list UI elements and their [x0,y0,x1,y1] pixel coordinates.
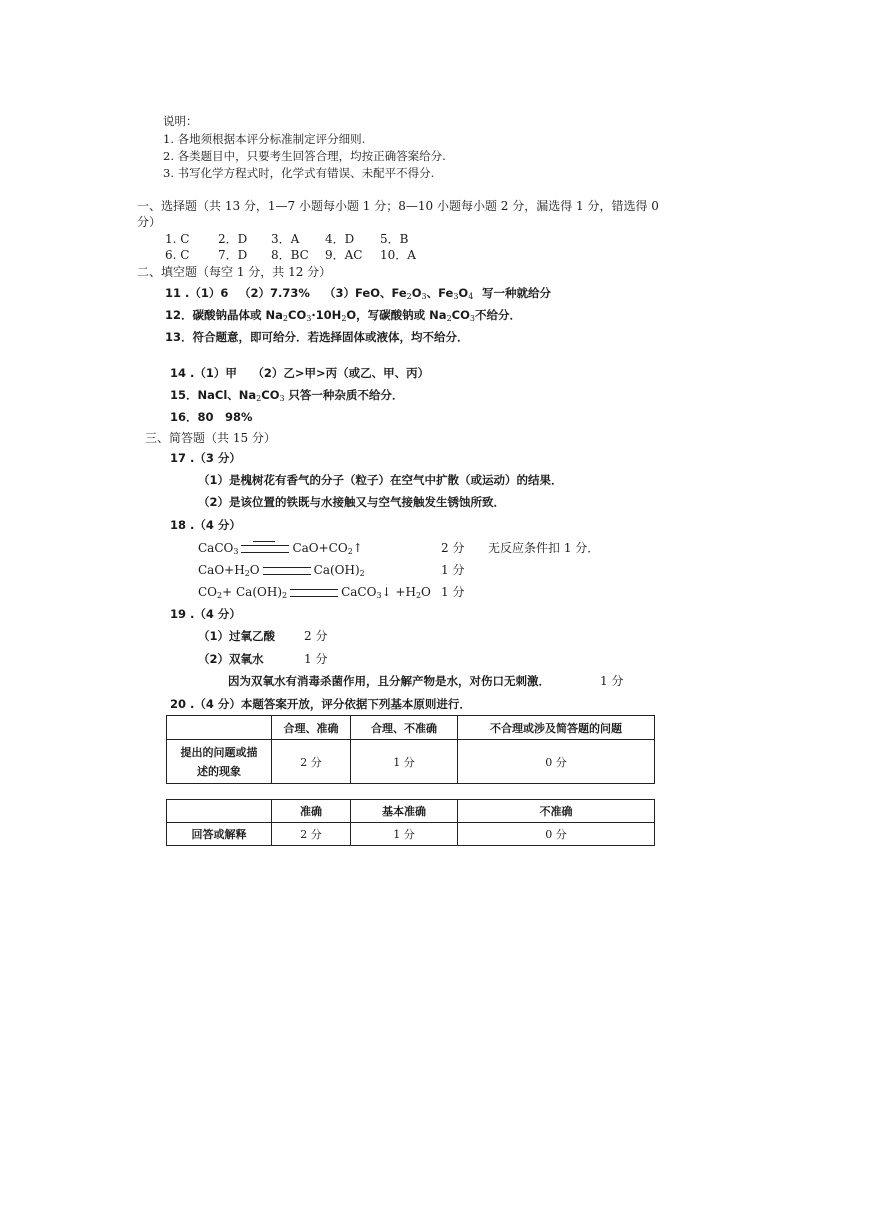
q18-eq2-score: 1 分 [441,563,465,577]
reaction-equal-sign-icon [263,567,311,575]
q13-answer: 13．符合题意，即可给分．若选择固体或液体，均不给分． [165,330,469,344]
mcq-answer: 7．D [218,248,248,262]
reaction-equal-sign-icon [290,589,338,597]
q18-eq3-score: 1 分 [441,585,465,599]
mcq-answer: 5．B [380,232,409,246]
mcq-answer: 1. C [165,232,190,246]
q20-heading: 20 .（4 分）本题答案开放，评分依据下列基本原则进行． [170,697,471,711]
q18-equation-3: $CO_2+ Ca(OH)_2$ CaCO$_3$↓ $+H_2O$ [198,585,431,600]
mcq-answer: 3．A [271,232,300,246]
q18-eq1-remark: 无反应条件扣 1 分． [488,541,600,555]
table-header-cell [167,800,272,823]
mcq-answer: 9．AC [325,248,363,262]
table-row-label: 提出的问题或描 述的现象 [167,740,272,784]
section2-title: 二、填空题（每空 1 分，共 12 分） [137,265,332,279]
q18-heading: 18 .（4 分） [170,518,241,532]
q19-heading: 19 .（4 分） [170,607,241,621]
q11-part2: （2）7.73% [239,286,310,300]
table-header-cell: 合理、准确 [272,716,351,740]
q17-sub1: （1）是槐树花有香气的分子（粒子）在空气中扩散（或运动）的结果． [198,473,563,487]
note-item-2: 2. 各类题目中，只要考生回答合理，均按正确答案给分. [163,149,446,163]
q12-answer: 12．碳酸钠晶体或 $Na_2CO_3\cdot 10H_2O$，写碳酸钠或 $Na_2CO_3$不给分． [165,308,521,323]
table-cell: 2 分 [272,823,351,846]
q14-answer: 14 .（1）甲 （2）乙>甲>丙（或乙、甲、丙） [170,366,430,380]
scoring-table-question [166,715,655,784]
q19-sub2-score: 1 分 [304,652,328,666]
q16-answer: 16．80 98% [170,410,253,424]
table-header-cell: 基本准确 [351,800,458,823]
table-header-cell [167,716,272,740]
q19-explanation-score: 1 分 [600,674,624,688]
table-cell: 1 分 [351,823,458,846]
q19-explanation: 因为双氧水有消毒杀菌作用，且分解产物是水，对伤口无刺激． [228,674,550,688]
scoring-table-answer [166,799,655,846]
note-item-3: 3. 书写化学方程式时，化学式有错误、未配平不得分. [163,166,435,180]
table-cell: 2 分 [272,740,351,784]
q19-sub2: （2）双氧水 [198,652,264,666]
reaction-heat-arrow-icon [241,545,289,553]
q17-sub2: （2）是该位置的铁既与水接触又与空气接触发生锈蚀所致． [198,495,505,509]
table-header-cell: 准确 [272,800,351,823]
table-cell: 1 分 [351,740,458,784]
note-item-1: 1. 各地须根据本评分标准制定评分细则. [163,132,366,146]
table-cell: 0 分 [458,823,655,846]
q18-eq1-score: 2 分 [441,541,465,555]
section3-title: 三、简答题（共 15 分） [145,431,276,445]
q18-equation-2: $CaO+H_2O$ $Ca(OH)_2$ [198,563,365,578]
q15-answer: 15．NaCl、$Na_2CO_3$ 只答一种杂质不给分． [170,388,404,403]
section1-title: 一、选择题（共 13 分，1—7 小题每小题 1 分；8—10 小题每小题 2 分，漏选得 1 分，错选得 0 [137,199,659,213]
q19-sub1: （1）过氧乙酸 [198,629,276,643]
q19-sub1-score: 2 分 [304,629,328,643]
q18-equation-1: CaCO$_3$ $CaO+CO_2↑$ [198,541,363,556]
mcq-answer: 10．A [380,248,416,262]
q11-remark: 写一种就给分 [482,286,551,300]
notes-heading: 说明： [163,114,198,128]
mcq-answer: 6. C [165,248,190,262]
table-header-cell: 合理、不准确 [351,716,458,740]
q11-part1: 11 .（1）6 [165,286,229,300]
q17-heading: 17 .（3 分） [170,451,241,465]
mcq-answer: 2．D [218,232,248,246]
mcq-answer: 8．BC [271,248,309,262]
table-header-cell: 不合理或涉及简答题的问题 [458,716,655,740]
table-cell: 0 分 [458,740,655,784]
section1-title-cont: 分） [137,215,162,229]
table-header-cell: 不准确 [458,800,655,823]
q11-part3: （3）FeO、$Fe_2O_3$、$Fe_3O_4$ [324,286,474,301]
table-row-label: 回答或解释 [167,823,272,846]
mcq-answer: 4．D [325,232,355,246]
